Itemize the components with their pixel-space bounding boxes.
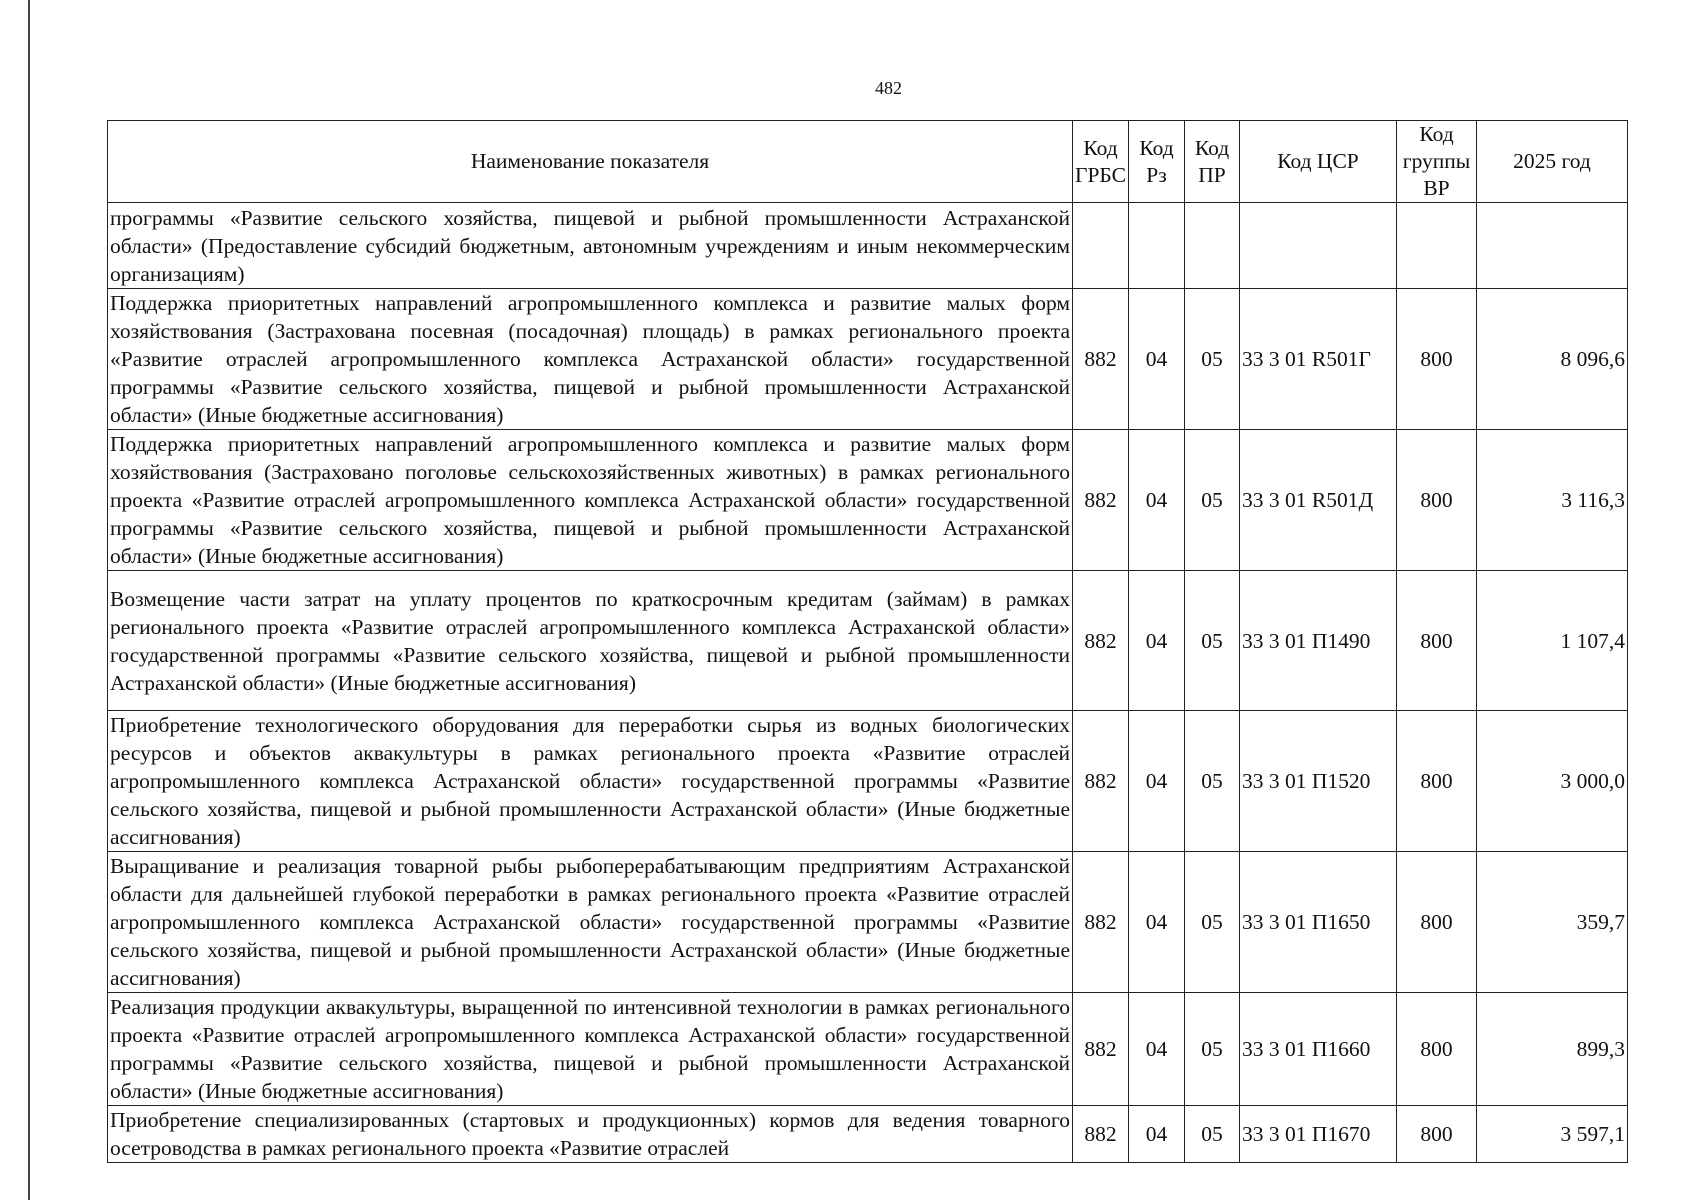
- row-pr: 05: [1185, 993, 1240, 1106]
- header-rz: Код Рз: [1129, 121, 1185, 203]
- header-name: Наименование показателя: [108, 121, 1073, 203]
- table-row: [108, 852, 1628, 993]
- row-amount: 8 096,6: [1477, 289, 1628, 430]
- row-vr: 800: [1397, 852, 1477, 993]
- row-amount: 1 107,4: [1477, 571, 1628, 711]
- header-grbs: Код ГРБС: [1073, 121, 1129, 203]
- row-name: Приобретение специализированных (стартовых и продукционных) кормов для ведения товарного осетроводства в рамках регионального проекта «Развитие отраслей: [108, 1106, 1073, 1163]
- row-amount: 3 116,3: [1477, 430, 1628, 571]
- row-csr: 33 3 01 П1650: [1240, 852, 1397, 993]
- row-name: Выращивание и реализация товарной рыбы рыбоперерабатывающим предприятиям Астраханской области для дальнейшей глубокой переработки в рамках регионального проекта «Развитие отраслей агропромышленного комплекса Астраханской области» государственной программы «Развитие сельского хозяйства, пищевой и рыбной промышленности Астраханской области» (Иные бюджетные ассигнования): [108, 852, 1073, 993]
- row-pr: 05: [1185, 571, 1240, 711]
- row-pr: 05: [1185, 289, 1240, 430]
- row-vr: 800: [1397, 993, 1477, 1106]
- row-csr: 33 3 01 П1520: [1240, 711, 1397, 852]
- page-margin-line: [28, 0, 30, 1200]
- row-csr: 33 3 01 П1660: [1240, 993, 1397, 1106]
- row-vr: 800: [1397, 1106, 1477, 1163]
- table-row: [108, 289, 1628, 430]
- row-name: Поддержка приоритетных направлений агропромышленного комплекса и развитие малых форм хозяйствования (Застрахована посевная (посадочная) площадь) в рамках регионального проекта «Развитие отраслей агропромышленного комплекса Астраханской области» государственной программы «Развитие сельского хозяйства, пищевой и рыбной промышленности Астраханской области» (Иные бюджетные ассигнования): [108, 289, 1073, 430]
- row-grbs: 882: [1073, 571, 1129, 711]
- row-rz: 04: [1129, 289, 1185, 430]
- table-header-row: [108, 121, 1628, 203]
- row-grbs: 882: [1073, 993, 1129, 1106]
- table-row: [108, 711, 1628, 852]
- header-year: 2025 год: [1477, 121, 1628, 203]
- header-csr: Код ЦСР: [1240, 121, 1397, 203]
- table-row: [108, 203, 1628, 289]
- table-row: [108, 430, 1628, 571]
- row-amount: 3 000,0: [1477, 711, 1628, 852]
- row-rz: 04: [1129, 1106, 1185, 1163]
- row-vr: [1397, 203, 1477, 289]
- row-amount: 359,7: [1477, 852, 1628, 993]
- row-grbs: 882: [1073, 852, 1129, 993]
- table-row: [108, 571, 1628, 711]
- row-grbs: 882: [1073, 430, 1129, 571]
- row-rz: 04: [1129, 993, 1185, 1106]
- row-name: Поддержка приоритетных направлений агропромышленного комплекса и развитие малых форм хозяйствования (Застраховано поголовье сельскохозяйственных животных) в рамках регионального проекта «Развитие отраслей агропромышленного комплекса Астраханской области» государственной программы «Развитие сельского хозяйства, пищевой и рыбной промышленности Астраханской области» (Иные бюджетные ассигнования): [108, 430, 1073, 571]
- header-vr: Код группы ВР: [1397, 121, 1477, 203]
- page-number: 482: [875, 78, 902, 98]
- row-grbs: 882: [1073, 1106, 1129, 1163]
- row-rz: 04: [1129, 852, 1185, 993]
- row-vr: 800: [1397, 289, 1477, 430]
- row-amount: [1477, 203, 1628, 289]
- header-pr: Код ПР: [1185, 121, 1240, 203]
- row-pr: 05: [1185, 852, 1240, 993]
- row-rz: [1129, 203, 1185, 289]
- row-vr: 800: [1397, 571, 1477, 711]
- row-pr: 05: [1185, 1106, 1240, 1163]
- row-pr: 05: [1185, 430, 1240, 571]
- row-name: Приобретение технологического оборудования для переработки сырья из водных биологических ресурсов и объектов аквакультуры в рамках регионального проекта «Развитие отраслей агропромышленного комплекса Астраханской области» государственной программы «Развитие сельского хозяйства, пищевой и рыбной промышленности Астраханской области» (Иные бюджетные ассигнования): [108, 711, 1073, 852]
- row-csr: 33 3 01 П1670: [1240, 1106, 1397, 1163]
- row-grbs: 882: [1073, 711, 1129, 852]
- row-amount: 899,3: [1477, 993, 1628, 1106]
- row-pr: 05: [1185, 711, 1240, 852]
- row-name: Реализация продукции аквакультуры, выращенной по интенсивной технологии в рамках регионального проекта «Развитие отраслей агропромышленного комплекса Астраханской области» государственной программы «Развитие сельского хозяйства, пищевой и рыбной промышленности Астраханской области» (Иные бюджетные ассигнования): [108, 993, 1073, 1106]
- row-pr: [1185, 203, 1240, 289]
- table-row: [108, 1106, 1628, 1163]
- row-vr: 800: [1397, 430, 1477, 571]
- row-rz: 04: [1129, 430, 1185, 571]
- row-csr: 33 3 01 R501Д: [1240, 430, 1397, 571]
- row-csr: 33 3 01 R501Г: [1240, 289, 1397, 430]
- row-name: Возмещение части затрат на уплату процентов по краткосрочным кредитам (займам) в рамках регионального проекта «Развитие отраслей агропромышленного комплекса Астраханской области» государственной программы «Развитие сельского хозяйства, пищевой и рыбной промышленности Астраханской области» (Иные бюджетные ассигнования): [108, 571, 1073, 711]
- table-row: [108, 993, 1628, 1106]
- budget-table: [107, 120, 1628, 1163]
- row-grbs: [1073, 203, 1129, 289]
- row-grbs: 882: [1073, 289, 1129, 430]
- row-rz: 04: [1129, 711, 1185, 852]
- row-rz: 04: [1129, 571, 1185, 711]
- row-name: программы «Развитие сельского хозяйства, пищевой и рыбной промышленности Астраханской области» (Предоставление субсидий бюджетным, автономным учреждениям и иным некоммерческим организациям): [108, 203, 1073, 289]
- row-amount: 3 597,1: [1477, 1106, 1628, 1163]
- row-csr: 33 3 01 П1490: [1240, 571, 1397, 711]
- row-csr: [1240, 203, 1397, 289]
- row-vr: 800: [1397, 711, 1477, 852]
